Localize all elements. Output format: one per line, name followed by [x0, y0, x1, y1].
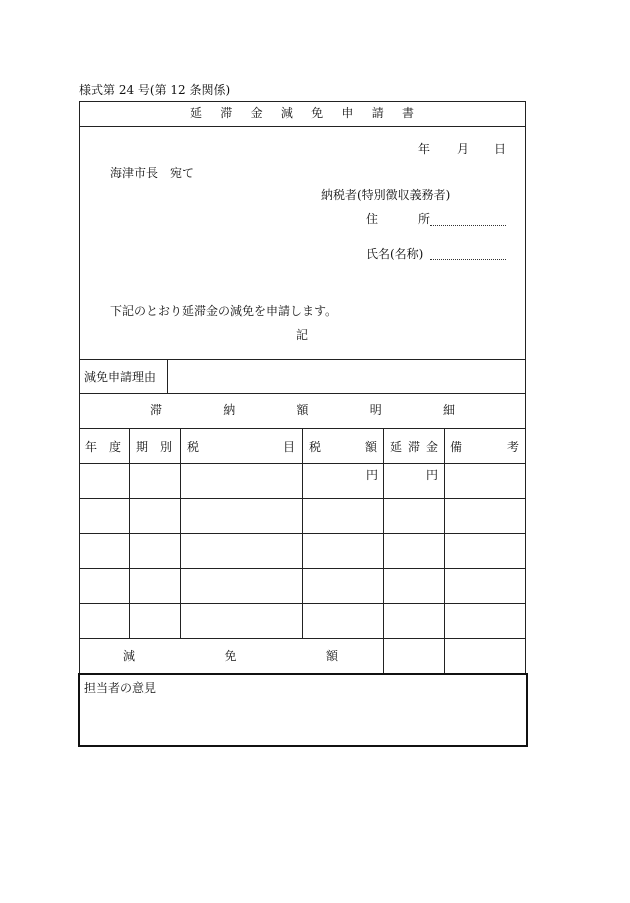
cell-remarks[interactable] [445, 569, 525, 603]
cell-tax-amount[interactable] [303, 569, 383, 603]
cell-late-fee[interactable] [384, 534, 444, 568]
reason-bottom-line [79, 393, 526, 394]
col-line-2 [180, 428, 181, 638]
exemption-remarks-field[interactable] [445, 639, 525, 673]
reason-label: 減免申請理由 [84, 370, 157, 384]
cell-late-fee[interactable] [384, 604, 444, 638]
col-tax-amount-header: 税 額 [309, 440, 377, 454]
form-title-char: 延 [190, 106, 203, 120]
opinion-label: 担当者の意見 [84, 681, 157, 695]
detail-title-char: 納 [223, 403, 236, 417]
cell-year[interactable] [80, 534, 129, 568]
detail-title-char: 額 [296, 403, 309, 417]
cell-period[interactable] [130, 464, 180, 498]
form-title-char: 請 [371, 106, 384, 120]
opinion-field[interactable] [82, 698, 522, 742]
cell-tax-item[interactable] [181, 604, 302, 638]
reason-field[interactable] [168, 360, 525, 393]
cell-period[interactable] [130, 534, 180, 568]
cell-year[interactable] [80, 464, 129, 498]
tax-amount-unit: 円 [366, 468, 379, 482]
cell-tax-item[interactable] [181, 464, 302, 498]
cell-remarks[interactable] [445, 464, 525, 498]
col-line-3 [302, 428, 303, 638]
name-label: 氏名(名称) [366, 247, 424, 261]
cell-year[interactable] [80, 604, 129, 638]
address-label-2: 所 [418, 212, 431, 226]
frame-right [525, 101, 526, 674]
form-title-char: 書 [401, 106, 414, 120]
detail-title-char: 明 [369, 403, 382, 417]
col-period-header: 期 別 [136, 440, 172, 454]
form-title-char: 減 [280, 106, 293, 120]
col-late-fee-header: 延 滞 金 [390, 440, 438, 454]
form-title-char: 申 [341, 106, 354, 120]
detail-title-char: 細 [442, 403, 455, 417]
exemption-late-fee-field[interactable] [384, 639, 444, 673]
title-divider [79, 126, 526, 127]
cell-remarks[interactable] [445, 534, 525, 568]
cell-tax-amount[interactable] [303, 499, 383, 533]
col-tax-item-header: 税 目 [187, 440, 295, 454]
exemption-label-char: 減 [123, 649, 136, 663]
col-line-1 [129, 428, 130, 638]
ki-label: 記 [296, 328, 309, 342]
col-year-header: 年 度 [85, 440, 121, 454]
late-fee-unit: 円 [426, 468, 439, 482]
cell-tax-amount[interactable] [303, 534, 383, 568]
form-title-char: 免 [311, 106, 324, 120]
col-line-4 [383, 428, 384, 673]
cell-period[interactable] [130, 569, 180, 603]
cell-year[interactable] [80, 499, 129, 533]
exemption-label [123, 650, 338, 662]
form-title [190, 107, 414, 119]
col-line-5 [444, 428, 445, 673]
cell-year[interactable] [80, 569, 129, 603]
applicant-label: 納税者(特別徴収義務者) [321, 188, 451, 202]
cell-tax-item[interactable] [181, 499, 302, 533]
exemption-label-char: 免 [224, 649, 237, 663]
date-day: 日 [494, 142, 507, 156]
frame-top [79, 101, 526, 102]
cell-tax-amount[interactable] [303, 604, 383, 638]
addressee: 海津市長 宛て [110, 166, 195, 180]
cell-period[interactable] [130, 499, 180, 533]
detail-title-char: 滞 [150, 403, 163, 417]
address-field[interactable] [430, 225, 506, 226]
form-title-char: 金 [250, 106, 263, 120]
col-remarks-header: 備 考 [450, 440, 519, 454]
detail-title [150, 404, 455, 416]
address-label-1: 住 [366, 212, 379, 226]
cell-late-fee[interactable] [384, 499, 444, 533]
exemption-label-char: 額 [325, 649, 338, 663]
form-title-char: 滞 [220, 106, 233, 120]
date-month: 月 [457, 142, 470, 156]
statement: 下記のとおり延滞金の減免を申請します。 [110, 304, 338, 318]
cell-tax-item[interactable] [181, 569, 302, 603]
cell-tax-item[interactable] [181, 534, 302, 568]
form-number: 様式第 24 号(第 12 条関係) [79, 83, 231, 97]
cell-remarks[interactable] [445, 499, 525, 533]
date-year: 年 [418, 142, 431, 156]
name-field[interactable] [430, 259, 506, 260]
cell-period[interactable] [130, 604, 180, 638]
cell-late-fee[interactable] [384, 569, 444, 603]
cell-remarks[interactable] [445, 604, 525, 638]
